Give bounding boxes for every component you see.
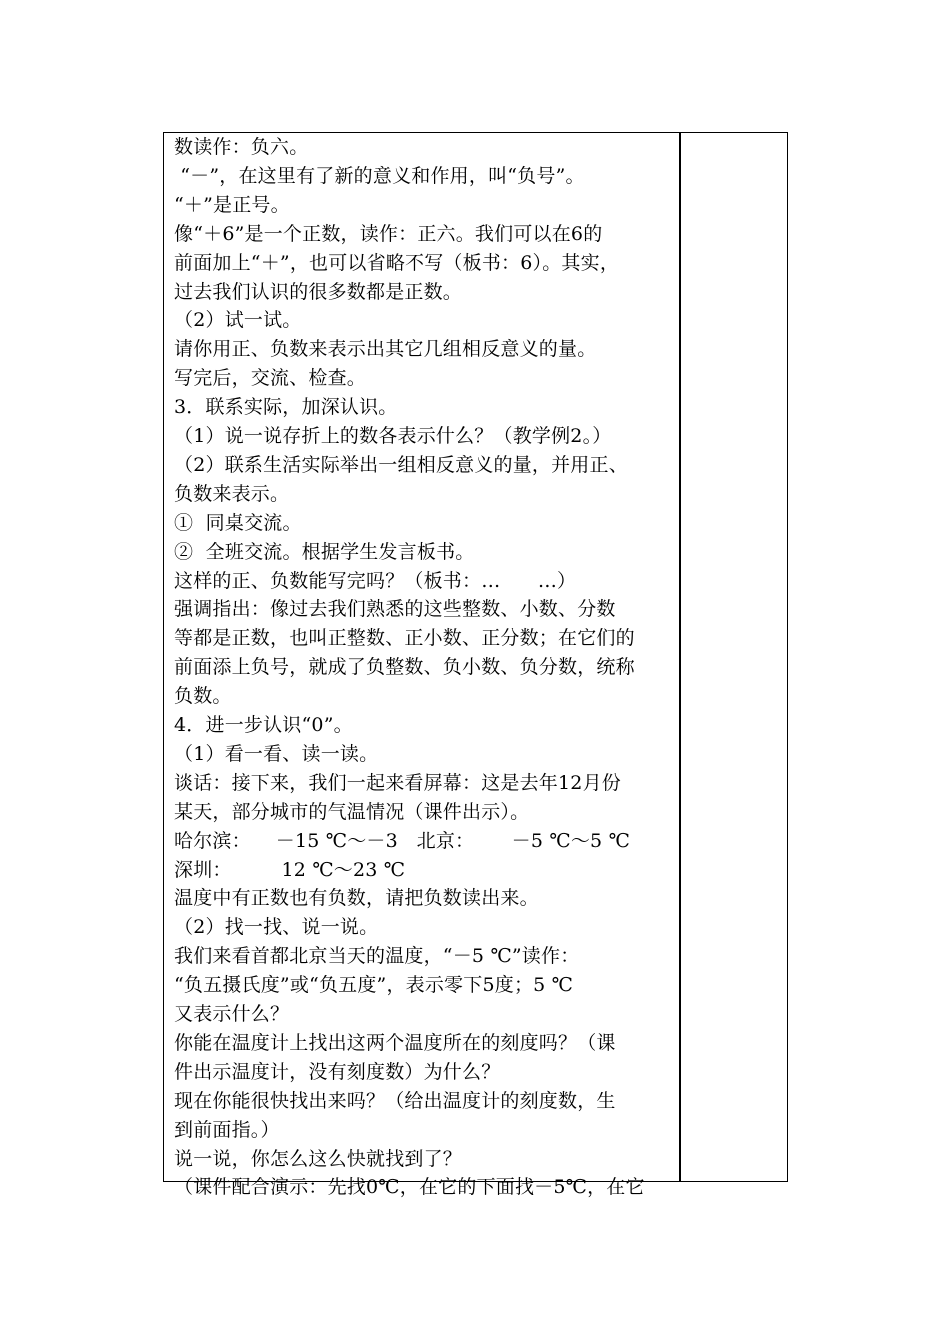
text-line: （2）试一试。	[174, 309, 302, 332]
text-line: 请你用正、负数来表示出其它几组相反意义的量。	[174, 338, 597, 361]
text-line: 说一说，你怎么这么快就找到了？	[174, 1147, 463, 1170]
text-line: 前面加上“＋”，也可以省略不写（板书：6）。其实，	[174, 251, 620, 274]
text-line: “－”，在这里有了新的意义和作用，叫“负号”。	[174, 164, 585, 187]
text-line: ② 全班交流。根据学生发言板书。	[174, 540, 475, 563]
text-line: 件出示温度计，没有刻度数）为什么？	[174, 1060, 501, 1083]
text-line: 你能在温度计上找出这两个温度所在的刻度吗？（课	[174, 1031, 616, 1054]
text-line: 像“＋6”是一个正数，读作：正六。我们可以在6的	[174, 222, 603, 245]
text-line: 强调指出：像过去我们熟悉的这些整数、小数、分数	[174, 598, 616, 621]
text-line: ① 同桌交流。	[174, 511, 302, 534]
text-line: 3．联系实际，加深认识。	[174, 396, 398, 419]
text-line: 过去我们认识的很多数都是正数。	[174, 280, 463, 303]
text-line: 数读作：负六。	[174, 136, 309, 158]
text-line: 写完后，交流、检查。	[174, 367, 367, 390]
text-line: 4．进一步认识“0”。	[174, 714, 353, 736]
text-line: 这样的正、负数能写完吗？（板书：… …）	[174, 569, 577, 592]
text-line: “＋”是正号。	[174, 193, 290, 216]
text-line: （2）找一找、说一说。	[174, 916, 379, 939]
text-line: （课件配合演示：先找0℃，在它的下面找－5℃，在它	[174, 1176, 645, 1199]
text-line: 到前面指。）	[174, 1118, 280, 1141]
text-line: 深圳： 12 ℃～23 ℃	[174, 858, 406, 881]
text-line: 现在你能很快找出来吗？（给出温度计的刻度数，生	[174, 1089, 616, 1112]
text-line: 我们来看首都北京当天的温度，“－5 ℃”读作：	[174, 945, 580, 968]
lesson-content-cell	[164, 133, 679, 1199]
text-line: 谈话：接下来，我们一起来看屏幕：这是去年12月份	[174, 771, 621, 794]
text-line: “负五摄氏度”或“负五度”，表示零下5度；5 ℃	[174, 974, 574, 997]
text-line: 负数。	[174, 685, 232, 708]
lesson-table	[163, 132, 788, 1199]
text-line: 负数来表示。	[174, 482, 290, 505]
text-line: 温度中有正数也有负数，请把负数读出来。	[174, 887, 539, 910]
text-line: 又表示什么？	[174, 1003, 290, 1025]
text-line: （1）看一看、读一读。	[174, 742, 379, 765]
text-line: （1）说一说存折上的数各表示什么？（教学例2。）	[174, 425, 612, 447]
text-line: 哈尔滨： －15 ℃～－3 北京： －5 ℃～5 ℃	[174, 829, 631, 852]
text-line: 等都是正数，也叫正整数、正小数、正分数；在它们的	[174, 627, 635, 650]
text-line: 某天，部分城市的气温情况（课件出示）。	[174, 800, 530, 823]
notes-cell	[681, 133, 787, 1181]
text-line: 前面添上负号，就成了负整数、负小数、负分数，统称	[174, 656, 635, 679]
text-line: （2）联系生活实际举出一组相反意义的量，并用正、	[174, 453, 628, 476]
